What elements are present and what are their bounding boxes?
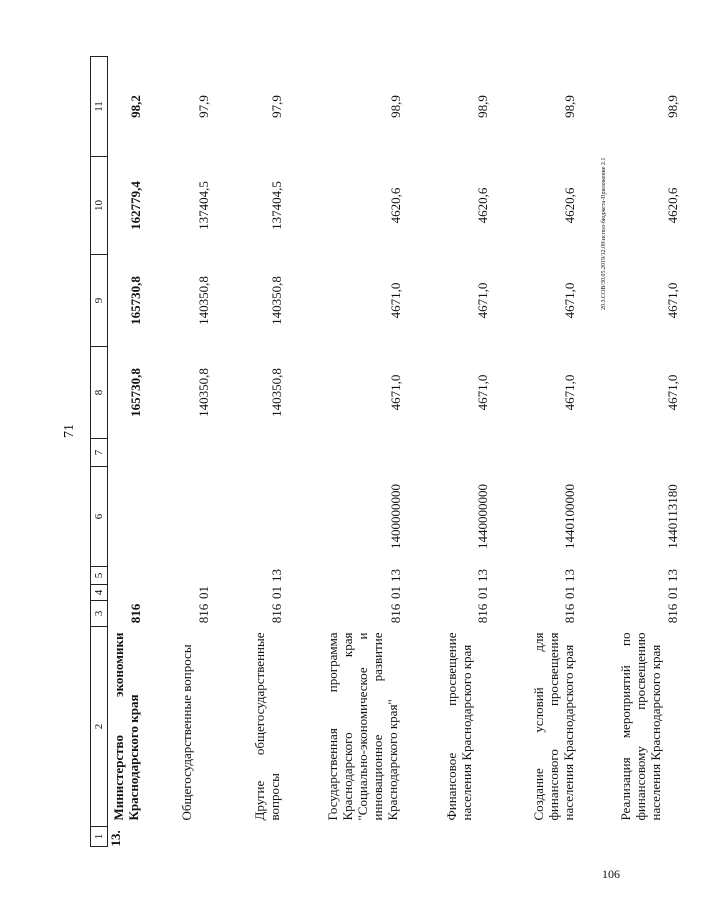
row-number (441, 827, 528, 847)
row-name: Министерство экономики Краснодарского края (111, 632, 141, 821)
cell-c6 (176, 467, 249, 567)
row-number (528, 827, 615, 847)
cell-c9: 4671,0 (665, 282, 680, 319)
table-row (441, 57, 528, 847)
cell-c10: 137404,5 (196, 181, 211, 230)
cell-c7 (249, 439, 322, 467)
col-header: 11 (91, 57, 108, 157)
cell-c6: 1440113180 (665, 484, 680, 549)
cell-c11: 98,9 (388, 95, 403, 118)
cell-c4: 01 (475, 586, 490, 599)
col-header: 3 (91, 601, 108, 627)
cell-c6: 1400000000 (388, 484, 403, 549)
cell-c3: 816 (196, 603, 211, 624)
document-code: 20.3.СОВ/30.05.2019/12.08\испол-бюджета-Приложение 2.1 (601, 157, 607, 310)
cell-c4: 01 (269, 586, 284, 599)
cell-c3: 816 (128, 603, 143, 624)
cell-c4: 01 (196, 586, 211, 599)
row-name: Общегосударственные вопросы (179, 644, 194, 821)
table-row (615, 57, 718, 847)
cell-c8: 165730,8 (128, 368, 143, 417)
cell-c11: 97,9 (196, 95, 211, 118)
cell-c6: 1440100000 (562, 484, 577, 549)
cell-c8: 4671,0 (475, 374, 490, 411)
cell-c7 (108, 439, 177, 467)
cell-c3: 816 (562, 603, 577, 624)
cell-c3: 816 (665, 603, 680, 624)
cell-c8: 140350,8 (269, 368, 284, 417)
table-row (176, 57, 249, 847)
rotated-table-container (90, 57, 680, 847)
cell-c3: 816 (475, 603, 490, 624)
row-number (176, 827, 249, 847)
col-header: 8 (91, 347, 108, 439)
row-name: Государственная программа Краснодарского края "Социально-экономическое и инновационное развитие Краснодарского края" (325, 632, 400, 821)
cell-c5 (108, 567, 177, 585)
cell-c10: 162779,4 (128, 181, 143, 230)
cell-c5: 13 (269, 569, 284, 582)
cell-c6 (108, 467, 177, 567)
table-row (108, 57, 177, 847)
cell-c7 (176, 439, 249, 467)
cell-c5: 13 (388, 569, 403, 582)
page-number: 71 (62, 424, 77, 438)
cell-c7 (615, 439, 718, 467)
cell-c4: 01 (388, 586, 403, 599)
cell-c10: 4620,6 (475, 187, 490, 224)
cell-c4 (108, 585, 177, 601)
col-header: 6 (91, 467, 108, 567)
col-header: 9 (91, 255, 108, 347)
cell-c11: 98,9 (665, 95, 680, 118)
cell-c11: 98,9 (562, 95, 577, 118)
cell-c10: 4620,6 (562, 187, 577, 224)
cell-c7 (322, 439, 441, 467)
cell-c6 (249, 467, 322, 567)
cell-c11: 98,2 (128, 95, 143, 118)
cell-c3: 816 (269, 603, 284, 624)
row-number (322, 827, 441, 847)
row-name: Другие общегосударственные вопросы (252, 632, 282, 821)
cell-c10: 4620,6 (388, 187, 403, 224)
header-row (91, 57, 108, 847)
cell-c8: 140350,8 (196, 368, 211, 417)
col-header: 4 (91, 585, 108, 601)
cell-c8: 4671,0 (388, 374, 403, 411)
cell-c9: 140350,8 (269, 276, 284, 325)
corner-number: 106 (602, 867, 620, 881)
cell-c3: 816 (388, 603, 403, 624)
cell-c11: 98,9 (475, 95, 490, 118)
cell-c5: 13 (475, 569, 490, 582)
col-header: 10 (91, 157, 108, 255)
cell-c11: 97,9 (269, 95, 284, 118)
table-row (322, 57, 441, 847)
col-header: 5 (91, 567, 108, 585)
row-number (249, 827, 322, 847)
row-name: Создание условий для финансового просвещения населения Краснодарского края (531, 632, 576, 821)
cell-c7 (528, 439, 615, 467)
row-number (615, 827, 718, 847)
cell-c9: 4671,0 (562, 282, 577, 319)
col-header: 2 (91, 627, 108, 827)
table-row (249, 57, 322, 847)
cell-c5: 13 (562, 569, 577, 582)
cell-c6: 1440000000 (475, 484, 490, 549)
cell-c9: 4671,0 (475, 282, 490, 319)
col-header: 1 (91, 827, 108, 847)
row-name: Финансовое просвещение населения Краснодарского края (444, 632, 474, 821)
cell-c10: 137404,5 (269, 181, 284, 230)
col-header: 7 (91, 439, 108, 467)
cell-c4: 01 (665, 586, 680, 599)
cell-c5: 13 (665, 569, 680, 582)
row-name: Реализация мероприятий по финансовому просвещению населения Краснодарского края (618, 632, 663, 821)
cell-c9: 165730,8 (128, 276, 143, 325)
cell-c9: 140350,8 (196, 276, 211, 325)
cell-c4: 01 (562, 586, 577, 599)
cell-c7 (441, 439, 528, 467)
cell-c8: 4671,0 (665, 374, 680, 411)
cell-c5 (176, 567, 249, 585)
cell-c10: 4620,6 (665, 187, 680, 224)
table-row (528, 57, 615, 847)
row-number: 13. (108, 830, 123, 847)
cell-c8: 4671,0 (562, 374, 577, 411)
cell-c9: 4671,0 (388, 282, 403, 319)
budget-table (90, 56, 718, 847)
